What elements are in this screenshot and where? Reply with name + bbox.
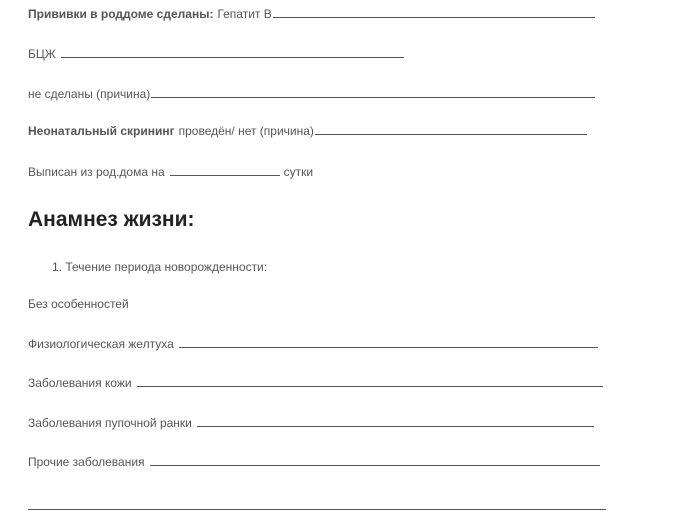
life-history-heading: Анамнез жизни: [28, 208, 195, 231]
other-blank[interactable] [150, 454, 600, 466]
bcg-label: БЦЖ [28, 47, 56, 61]
jaundice-row [28, 336, 598, 352]
vaccinations-label: Прививки в роддоме сделаны: [28, 7, 214, 21]
not-done-blank[interactable] [151, 86, 595, 98]
skin-label: Заболевания кожи [28, 376, 132, 390]
skin-row [28, 375, 603, 391]
no-features-label: Без особенностей [28, 297, 129, 311]
hepatitis-blank[interactable] [273, 6, 595, 18]
bcg-row [28, 46, 404, 62]
other-row [28, 454, 600, 470]
discharge-label: Выписан из род.дома на [28, 165, 165, 179]
hepatitis-label: Гепатит В [217, 7, 272, 21]
newborn-period-row [52, 259, 267, 275]
screening-rest-label: проведён/ нет (причина) [178, 124, 314, 138]
jaundice-label: Физиологическая желтуха [28, 337, 174, 351]
navel-label: Заболевания пупочной ранки [28, 416, 192, 430]
navel-row [28, 415, 594, 431]
vaccinations-row [28, 6, 595, 22]
not-done-label: не сделаны (причина) [28, 87, 151, 101]
screening-label: Неонатальный скрининг [28, 124, 175, 138]
skin-blank[interactable] [137, 375, 603, 387]
jaundice-blank[interactable] [179, 336, 598, 348]
screening-blank[interactable] [315, 123, 587, 135]
extra-blank-line[interactable] [28, 509, 606, 510]
no-features-row [28, 296, 129, 312]
screening-row [28, 123, 587, 139]
bcg-blank[interactable] [61, 46, 404, 58]
navel-blank[interactable] [197, 415, 594, 427]
discharge-row [28, 164, 313, 180]
not-done-row [28, 86, 595, 102]
discharge-days-blank[interactable] [170, 164, 280, 176]
newborn-period-item: 1. Течение периода новорожденности: [52, 260, 268, 274]
other-label: Прочие заболевания [28, 455, 145, 469]
discharge-days-label: сутки [283, 165, 314, 179]
